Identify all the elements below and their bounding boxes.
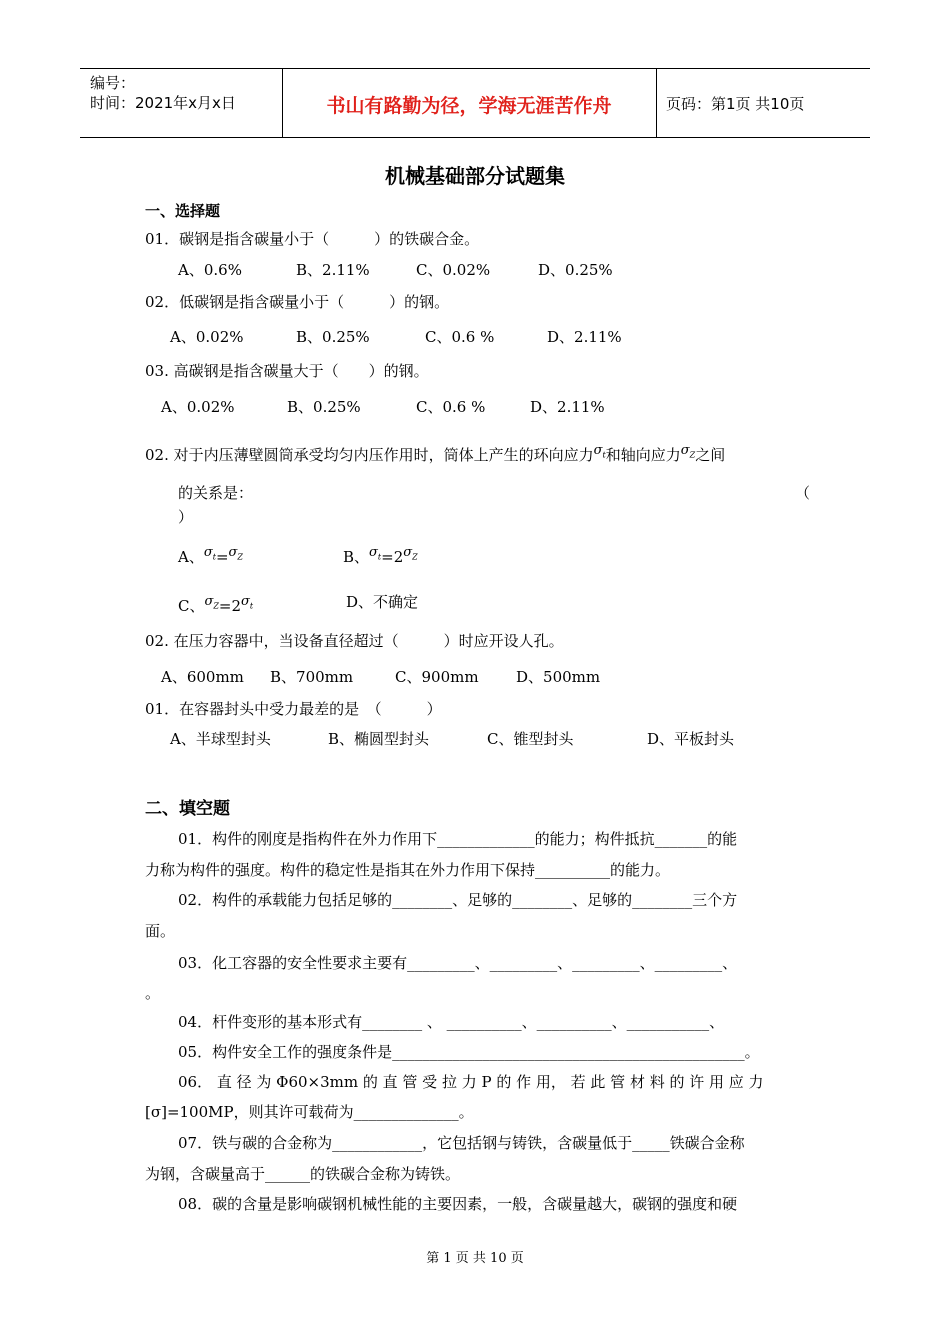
fill-line: 02．构件的承载能力包括足够的________、足够的________、足够的________三个方 [178, 891, 738, 909]
page-footer: 第 1 页 共 10 页 [426, 1251, 524, 1266]
question-text: 01．在容器封头中受力最差的是 （ ） [145, 700, 442, 718]
number-label: 编号： [90, 74, 136, 92]
question-text-part: 之间 [695, 446, 726, 464]
section-heading: 一、选择题 [145, 202, 221, 220]
fill-line: 07．铁与碳的合金称为____________，它包括钢与铸铁，含碳量低于_____铁碳合金称 [178, 1134, 745, 1152]
section-heading: 二、填空题 [145, 799, 230, 819]
fill-line: 为钢，含碳量高于______的铁碳合金称为铸铁。 [145, 1165, 461, 1183]
option-b: B、0.25% [287, 398, 361, 416]
sigma-t-symbol: $\sigma_t$ [241, 594, 254, 611]
option-c: C、$\sigma_Z=2\sigma_t$ [178, 594, 254, 615]
question-text: 01．碳钢是指含碳量小于（ ）的铁碳合金。 [145, 230, 480, 248]
option-d: D、500mm [516, 668, 601, 686]
header-meta [90, 73, 236, 113]
option-d: D、平板封头 [647, 730, 735, 748]
page-header [80, 68, 870, 138]
sigma-t-symbol: $\sigma_t$ [369, 545, 382, 562]
sigma-z-symbol: $\sigma_Z$ [204, 594, 219, 611]
option-d: D、不确定 [346, 593, 419, 611]
option-b: B、2.11% [296, 261, 370, 279]
sigma-t-symbol: $\sigma_t$ [203, 545, 216, 562]
sigma-z-symbol: $\sigma_Z$ [680, 443, 696, 460]
option-a: A、600mm [161, 668, 244, 686]
option-c: C、0.6 % [416, 398, 486, 416]
question-text-part: 和轴向应力 [605, 446, 681, 464]
header-divider [656, 69, 657, 137]
fill-line: [σ]=100MP，则其许可载荷为______________。 [145, 1103, 474, 1121]
fill-line: 06． 直 径 为 Φ60×3mm 的 直 管 受 拉 力 P 的 作 用， 若 此 管 材 料 的 许 用 应 力 [178, 1073, 764, 1091]
option-d: D、0.25% [538, 261, 613, 279]
option-d: D、2.11% [547, 328, 622, 346]
sigma-t-symbol: $\sigma_t$ [593, 443, 606, 460]
question-text: 02．低碳钢是指含碳量小于（ ）的钢。 [145, 293, 450, 311]
sigma-z-symbol: $\sigma_Z$ [228, 545, 243, 562]
option-c: C、0.02% [416, 261, 491, 279]
fill-line: 05．构件安全工作的强度条件是_______________________________________________。 [178, 1043, 760, 1061]
option-d: D、2.11% [530, 398, 605, 416]
fill-line: 01．构件的刚度是指构件在外力作用下_____________的能力；构件抵抗_______的能 [178, 830, 738, 848]
question-text: 02. 在压力容器中，当设备直径超过（ ）时应开设人孔。 [145, 632, 564, 650]
fill-line: 08．碳的含量是影响碳钢机械性能的主要因素，一般，含碳量越大，碳钢的强度和硬 [178, 1195, 738, 1213]
fill-line: 04．杆件变形的基本形式有________ 、 __________、__________、___________、 [178, 1013, 725, 1031]
option-b: B、椭圆型封头 [328, 730, 430, 748]
sigma-z-symbol: $\sigma_Z$ [403, 545, 418, 562]
answer-paren-open: （ [795, 484, 811, 502]
option-c: C、锥型封头 [487, 730, 574, 748]
option-b: B、0.25% [296, 328, 370, 346]
header-motto: 书山有路勤为径，学海无涯苦作舟 [326, 95, 612, 117]
option-a: A、0.6% [178, 261, 242, 279]
answer-paren-close: ） [178, 508, 194, 526]
option-b: B、700mm [270, 668, 354, 686]
question-text-line: 的关系是： [178, 484, 254, 502]
option-c: C、900mm [395, 668, 479, 686]
question-text: 03. 高碳钢是指含碳量大于（ ）的钢。 [145, 362, 429, 380]
option-b: B、$\sigma_t=2\sigma_Z$ [343, 545, 418, 566]
fill-line: 力称为构件的强度。构件的稳定性是指其在外力作用下保持__________的能力。 [145, 861, 671, 879]
option-a: A、$\sigma_t=\sigma_Z$ [178, 545, 243, 566]
option-c: C、0.6 % [425, 328, 495, 346]
fill-line: 面。 [145, 922, 176, 940]
question-text-part: 02. 对于内压薄壁圆筒承受均匀内压作用时，筒体上产生的环向应力 [145, 446, 594, 464]
document-title: 机械基础部分试题集 [385, 164, 565, 188]
option-a: A、0.02% [161, 398, 235, 416]
fill-line: 03．化工容器的安全性要求主要有_________、_________、_________、_________、 [178, 954, 738, 972]
time-label: 时间：2021年x月x日 [90, 94, 236, 112]
question-text [145, 441, 725, 466]
option-a: A、半球型封头 [170, 730, 271, 748]
header-page-info: 页码：第1页 共10页 [666, 95, 805, 113]
fill-line: 。 [145, 984, 161, 1002]
option-a: A、0.02% [170, 328, 244, 346]
